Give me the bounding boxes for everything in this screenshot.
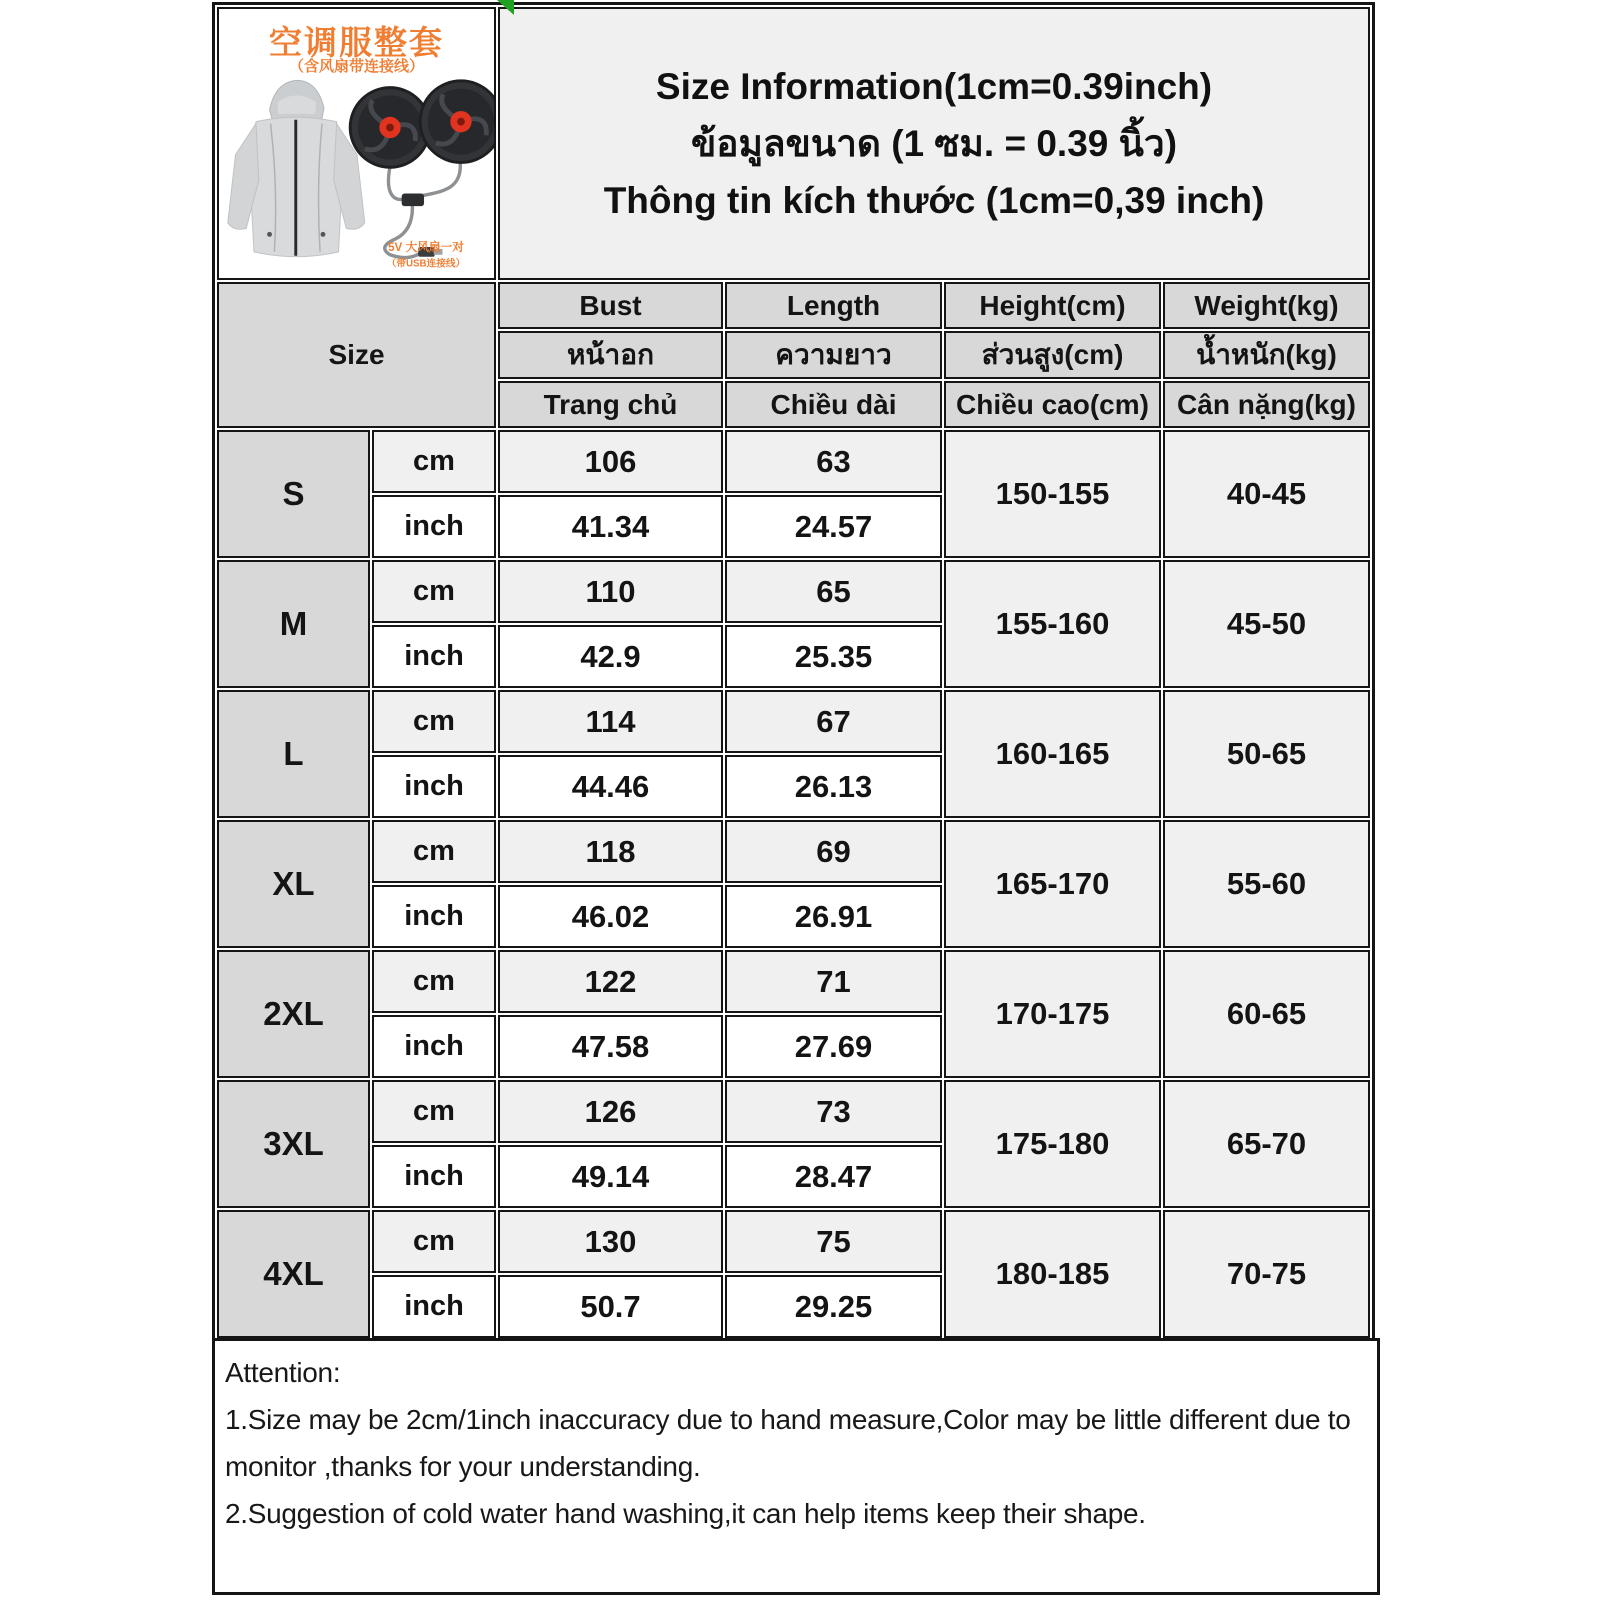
jacket-image xyxy=(228,80,365,256)
attention-note-2: 2.Suggestion of cold water hand washing,it can help items keep their shape. xyxy=(225,1498,1146,1529)
size-label: S xyxy=(217,430,370,558)
length-cm-value: 63 xyxy=(725,430,942,493)
unit-label-cm: cm xyxy=(372,950,496,1013)
fan-pair-image xyxy=(350,81,494,270)
unit-label-cm: cm xyxy=(372,1210,496,1273)
unit-label-inch: inch xyxy=(372,625,496,688)
col-header-weight-en: Weight(kg) xyxy=(1163,282,1370,329)
bust-inch-value: 44.46 xyxy=(498,755,723,818)
bust-cm-value: 122 xyxy=(498,950,723,1013)
attention-heading: Attention: xyxy=(225,1357,341,1388)
title-th: ข้อมูลขนาด (1 ซม. = 0.39 นิ้ว) xyxy=(690,123,1178,164)
product-image-cell xyxy=(217,7,496,280)
cable-junction xyxy=(402,194,424,207)
unit-label-cm: cm xyxy=(372,690,496,753)
title-en: Size Information(1cm=0.39inch) xyxy=(655,66,1213,107)
bust-cm-value: 106 xyxy=(498,430,723,493)
unit-label-inch: inch xyxy=(372,1275,496,1338)
length-inch-value: 25.35 xyxy=(725,625,942,688)
size-header: Size xyxy=(217,282,496,428)
col-header-bust-th: หน้าอก xyxy=(498,331,723,379)
bust-inch-value: 41.34 xyxy=(498,495,723,558)
col-header-height-vi: Chiều cao(cm) xyxy=(944,381,1161,428)
bust-cm-value: 126 xyxy=(498,1080,723,1143)
size-label: 3XL xyxy=(217,1080,370,1208)
size-label: 4XL xyxy=(217,1210,370,1338)
size-label: L xyxy=(217,690,370,818)
length-cm-value: 73 xyxy=(725,1080,942,1143)
size-label: 2XL xyxy=(217,950,370,1078)
bust-cm-value: 118 xyxy=(498,820,723,883)
unit-label-cm: cm xyxy=(372,1080,496,1143)
length-inch-value: 28.47 xyxy=(725,1145,942,1208)
col-header-bust-en: Bust xyxy=(498,282,723,329)
length-cm-value: 71 xyxy=(725,950,942,1013)
bust-inch-value: 50.7 xyxy=(498,1275,723,1338)
weight-range-value: 60-65 xyxy=(1163,950,1370,1078)
col-header-height-th: ส่วนสูง(cm) xyxy=(944,331,1161,379)
bust-cm-value: 110 xyxy=(498,560,723,623)
attention-box xyxy=(212,1338,1380,1595)
weight-range-value: 55-60 xyxy=(1163,820,1370,948)
unit-label-inch: inch xyxy=(372,755,496,818)
unit-label-inch: inch xyxy=(372,1015,496,1078)
attention-note-1: 1.Size may be 2cm/1inch inaccuracy due to hand measure,Color may be little different due to monitor ,thanks for your understanding. xyxy=(225,1404,1351,1482)
size-label: M xyxy=(217,560,370,688)
height-range-value: 165-170 xyxy=(944,820,1161,948)
height-range-value: 180-185 xyxy=(944,1210,1161,1338)
product-subtitle-cn: （含风扇带连接线） xyxy=(288,58,424,75)
bust-inch-value: 47.58 xyxy=(498,1015,723,1078)
height-range-value: 170-175 xyxy=(944,950,1161,1078)
fan-icon xyxy=(420,81,494,163)
bust-inch-value: 49.14 xyxy=(498,1145,723,1208)
length-cm-value: 67 xyxy=(725,690,942,753)
unit-label-cm: cm xyxy=(372,560,496,623)
bust-cm-value: 130 xyxy=(498,1210,723,1273)
unit-label-cm: cm xyxy=(372,430,496,493)
unit-label-inch: inch xyxy=(372,885,496,948)
fan-caption-line2: （带USB连接线） xyxy=(386,258,466,270)
unit-label-inch: inch xyxy=(372,1145,496,1208)
length-inch-value: 29.25 xyxy=(725,1275,942,1338)
bust-inch-value: 42.9 xyxy=(498,625,723,688)
col-header-length-th: ความยาว xyxy=(725,331,942,379)
fan-caption-line1: 5V 大风扇一对 xyxy=(388,240,464,254)
size-label: XL xyxy=(217,820,370,948)
length-cm-value: 69 xyxy=(725,820,942,883)
fan-icon xyxy=(350,88,430,168)
weight-range-value: 40-45 xyxy=(1163,430,1370,558)
length-inch-value: 24.57 xyxy=(725,495,942,558)
weight-range-value: 70-75 xyxy=(1163,1210,1370,1338)
product-title-cn: 空调服整套 xyxy=(269,24,444,61)
col-header-bust-vi: Trang chủ xyxy=(498,381,723,428)
bust-cm-value: 114 xyxy=(498,690,723,753)
col-header-weight-th: น้ำหนัก(kg) xyxy=(1163,331,1370,379)
col-header-length-en: Length xyxy=(725,282,942,329)
weight-range-value: 45-50 xyxy=(1163,560,1370,688)
height-range-value: 175-180 xyxy=(944,1080,1161,1208)
length-inch-value: 27.69 xyxy=(725,1015,942,1078)
col-header-weight-vi: Cân nặng(kg) xyxy=(1163,381,1370,428)
height-range-value: 155-160 xyxy=(944,560,1161,688)
length-inch-value: 26.13 xyxy=(725,755,942,818)
col-header-height-en: Height(cm) xyxy=(944,282,1161,329)
height-range-value: 150-155 xyxy=(944,430,1161,558)
bust-inch-value: 46.02 xyxy=(498,885,723,948)
length-cm-value: 75 xyxy=(725,1210,942,1273)
size-table xyxy=(212,2,1375,1343)
title-vi: Thông tin kích thước (1cm=0,39 inch) xyxy=(603,180,1265,221)
col-header-length-vi: Chiều dài xyxy=(725,381,942,428)
weight-range-value: 50-65 xyxy=(1163,690,1370,818)
length-inch-value: 26.91 xyxy=(725,885,942,948)
size-info-title-cell xyxy=(498,7,1370,280)
unit-label-inch: inch xyxy=(372,495,496,558)
weight-range-value: 65-70 xyxy=(1163,1080,1370,1208)
length-cm-value: 65 xyxy=(725,560,942,623)
height-range-value: 160-165 xyxy=(944,690,1161,818)
unit-label-cm: cm xyxy=(372,820,496,883)
